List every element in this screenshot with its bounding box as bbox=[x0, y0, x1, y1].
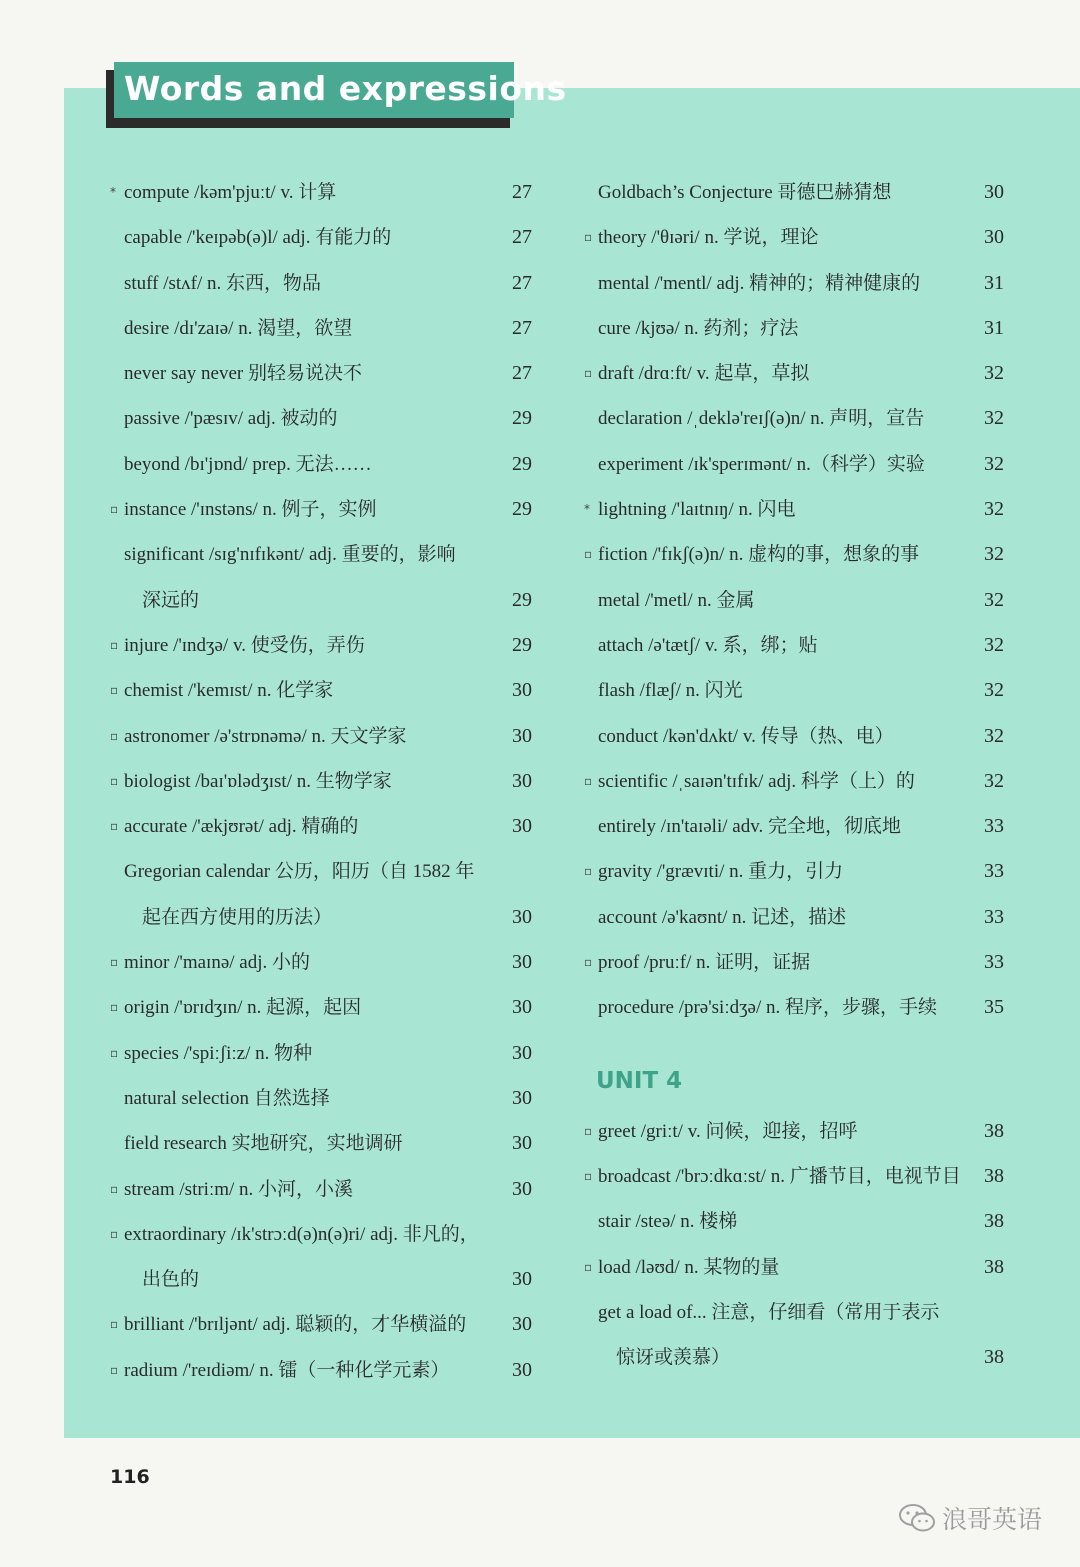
entry-mark: * bbox=[110, 185, 116, 199]
vocab-entry bbox=[108, 1121, 536, 1166]
vocab-entry bbox=[108, 351, 536, 396]
entry-text: significant /sɪg'nɪfɪkənt/ adj. 重要的，影响 bbox=[124, 544, 456, 566]
vocab-entry bbox=[108, 985, 536, 1030]
entry-text: passive /'pæsɪv/ adj. 被动的 bbox=[124, 408, 338, 430]
vocab-entry bbox=[582, 396, 1008, 441]
entry-page: 38 bbox=[984, 1210, 1004, 1233]
entry-mark: ▫ bbox=[584, 547, 593, 562]
right-column bbox=[582, 170, 1008, 1380]
entry-text: conduct /kən'dʌkt/ v. 传导（热、电） bbox=[598, 725, 894, 747]
entry-page: 29 bbox=[512, 498, 532, 521]
entry-page: 27 bbox=[512, 362, 532, 385]
entry-text: flash /flæʃ/ n. 闪光 bbox=[598, 680, 743, 702]
entry-text: species /'spiːʃiːz/ n. 物种 bbox=[124, 1042, 313, 1064]
entry-page: 30 bbox=[984, 181, 1004, 203]
entry-text: beyond /bɪ'jɒnd/ prep. 无法…… bbox=[124, 453, 372, 475]
vocab-entry bbox=[108, 1031, 536, 1076]
entry-text: instance /'ɪnstəns/ n. 例子，实例 bbox=[124, 499, 377, 521]
entry-text: metal /'metl/ n. 金属 bbox=[598, 589, 755, 611]
vocab-entry bbox=[582, 306, 1008, 351]
vocab-entry-continuation bbox=[582, 1335, 1008, 1380]
vocab-entry bbox=[582, 940, 1008, 985]
entry-text: experiment /ɪk'sperɪmənt/ n.（科学）实验 bbox=[598, 453, 925, 475]
entry-page: 38 bbox=[984, 1255, 1004, 1278]
entry-page: 29 bbox=[512, 633, 532, 656]
vocab-entry bbox=[108, 940, 536, 985]
vocab-entry bbox=[108, 1348, 536, 1393]
vocab-entry bbox=[582, 1154, 1008, 1199]
entry-mark: ▫ bbox=[110, 773, 119, 788]
entry-mark: ▫ bbox=[110, 1181, 119, 1196]
entry-mark: ▫ bbox=[110, 683, 119, 698]
entry-mark: ▫ bbox=[110, 728, 119, 743]
entry-text: theory /'θɪəri/ n. 学说，理论 bbox=[598, 227, 819, 249]
entry-page: 32 bbox=[984, 543, 1004, 566]
entry-mark: ▫ bbox=[110, 819, 119, 834]
vocab-entry bbox=[108, 170, 536, 215]
entry-page: 29 bbox=[512, 588, 532, 611]
entry-page: 32 bbox=[984, 362, 1004, 385]
entry-page: 30 bbox=[512, 1132, 532, 1155]
vocab-entry bbox=[582, 1199, 1008, 1244]
vocab-entry bbox=[108, 215, 536, 260]
vocab-entry-continuation bbox=[108, 1257, 536, 1302]
entry-page: 30 bbox=[512, 724, 532, 747]
entry-page: 29 bbox=[512, 407, 532, 430]
vocab-entry bbox=[582, 849, 1008, 894]
entry-mark: * bbox=[584, 502, 590, 517]
entry-text: brilliant /'brɪljənt/ adj. 聪颖的，才华横溢的 bbox=[124, 1314, 467, 1336]
entry-text: radium /'reɪdiəm/ n. 镭（一种化学元素） bbox=[124, 1359, 450, 1381]
entry-page: 30 bbox=[512, 1358, 532, 1381]
page-number: 116 bbox=[110, 1466, 150, 1488]
entry-mark: ▫ bbox=[584, 366, 593, 381]
vocab-entry bbox=[582, 668, 1008, 713]
entry-text: scientific /ˌsaɪən'tɪfɪk/ adj. 科学（上）的 bbox=[598, 770, 915, 792]
entry-page: 30 bbox=[984, 226, 1004, 249]
entry-text: stuff /stʌf/ n. 东西，物品 bbox=[124, 272, 322, 294]
vocab-entry bbox=[582, 1245, 1008, 1290]
entry-page: 27 bbox=[512, 271, 532, 294]
entry-page: 31 bbox=[984, 271, 1004, 294]
entry-text: procedure /prə'siːdʒə/ n. 程序，步骤，手续 bbox=[598, 997, 938, 1019]
entry-page: 30 bbox=[512, 769, 532, 792]
right-column-entries bbox=[582, 170, 1008, 1031]
entry-text: extraordinary /ɪk'strɔːd(ə)n(ə)ri/ adj. 非凡的， bbox=[124, 1223, 479, 1245]
entry-page: 33 bbox=[984, 951, 1004, 974]
entry-page: 30 bbox=[512, 1086, 532, 1109]
entry-page: 30 bbox=[512, 1177, 532, 1200]
entry-text: proof /pruːf/ n. 证明，证据 bbox=[598, 952, 811, 974]
entry-mark: ▫ bbox=[584, 955, 593, 970]
vocab-entry bbox=[108, 1302, 536, 1347]
entry-text: draft /drɑːft/ v. 起草，草拟 bbox=[598, 363, 810, 385]
entry-page: 32 bbox=[984, 452, 1004, 475]
entry-text: declaration /ˌdeklə'reɪʃ(ə)n/ n. 声明，宣告 bbox=[598, 408, 925, 430]
entry-text: desire /dɪ'zaɪə/ n. 渴望，欲望 bbox=[124, 317, 353, 339]
entry-text: broadcast /'brɔːdkɑːst/ n. 广播节目，电视节目 bbox=[598, 1165, 961, 1187]
entry-text: stream /striːm/ n. 小河，小溪 bbox=[124, 1178, 354, 1200]
entry-text: capable /'keɪpəb(ə)l/ adj. 有能力的 bbox=[124, 227, 392, 249]
section-title-box bbox=[106, 62, 567, 118]
entry-mark: ▫ bbox=[584, 773, 593, 788]
vocab-entry bbox=[582, 895, 1008, 940]
vocab-entry bbox=[582, 487, 1008, 532]
entry-page: 38 bbox=[984, 1164, 1004, 1187]
entry-page: 30 bbox=[512, 905, 532, 928]
vocab-entry bbox=[108, 306, 536, 351]
entry-page: 32 bbox=[984, 588, 1004, 611]
vocab-entry bbox=[108, 668, 536, 713]
entry-page: 32 bbox=[984, 679, 1004, 702]
entry-page: 27 bbox=[512, 226, 532, 249]
watermark-text: 浪哥英语 bbox=[942, 1505, 1043, 1534]
entry-text: 惊讶或羡慕） bbox=[616, 1347, 731, 1369]
entry-page: 32 bbox=[984, 633, 1004, 656]
entry-mark: ▫ bbox=[110, 637, 119, 652]
entry-mark: ▫ bbox=[110, 1317, 119, 1332]
entry-text: mental /'mentl/ adj. 精神的；精神健康的 bbox=[598, 272, 921, 294]
vocab-entry bbox=[108, 1167, 536, 1212]
vocab-entry bbox=[582, 578, 1008, 623]
entry-page: 38 bbox=[984, 1119, 1004, 1142]
entry-text: compute /kəm'pjuːt/ v. 计算 bbox=[124, 182, 337, 203]
entry-text: stair /steə/ n. 楼梯 bbox=[598, 1211, 738, 1233]
entry-text: 出色的 bbox=[142, 1269, 200, 1291]
entry-text: never say never 别轻易说决不 bbox=[124, 363, 362, 385]
entry-mark: ▫ bbox=[110, 502, 119, 517]
entry-text: Gregorian calendar 公历，阳历（自 1582 年 bbox=[124, 861, 475, 883]
vocab-entry bbox=[582, 985, 1008, 1030]
entry-page: 30 bbox=[512, 1313, 532, 1336]
unit-heading: UNIT 4 bbox=[596, 1067, 683, 1094]
entry-page: 27 bbox=[512, 316, 532, 339]
entry-mark: ▫ bbox=[584, 1123, 593, 1138]
left-column bbox=[108, 170, 536, 1393]
entry-page: 33 bbox=[984, 815, 1004, 838]
entry-text: injure /'ɪndʒə/ v. 使受伤，弄伤 bbox=[124, 634, 365, 656]
vocab-entry bbox=[582, 759, 1008, 804]
entry-page: 31 bbox=[984, 316, 1004, 339]
entry-page: 38 bbox=[984, 1346, 1004, 1369]
entry-text: load /ləʊd/ n. 某物的量 bbox=[598, 1256, 780, 1278]
vocab-entry bbox=[108, 623, 536, 668]
entry-text: get a load of... 注意，仔细看（常用于表示 bbox=[598, 1301, 940, 1323]
vocab-entry bbox=[582, 351, 1008, 396]
entry-page: 32 bbox=[984, 498, 1004, 521]
vocab-entry bbox=[582, 804, 1008, 849]
watermark bbox=[898, 1500, 1042, 1536]
entry-text: astronomer /ə'strɒnəmə/ n. 天文学家 bbox=[124, 725, 407, 747]
vocab-entry bbox=[108, 1076, 536, 1121]
entry-text: lightning /'laɪtnɪŋ/ n. 闪电 bbox=[598, 499, 796, 521]
entry-mark: ▫ bbox=[110, 1362, 119, 1377]
entry-page: 33 bbox=[984, 860, 1004, 883]
entry-page: 30 bbox=[512, 679, 532, 702]
entry-text: account /ə'kaʊnt/ n. 记述，描述 bbox=[598, 906, 847, 928]
entry-text: entirely /ɪn'taɪəli/ adv. 完全地，彻底地 bbox=[598, 816, 901, 838]
unit4-entries bbox=[582, 1109, 1008, 1381]
entry-text: minor /'maɪnə/ adj. 小的 bbox=[124, 952, 311, 974]
vocab-entry bbox=[582, 623, 1008, 668]
entry-page: 30 bbox=[512, 951, 532, 974]
vocab-entry bbox=[108, 1212, 536, 1257]
vocab-entry bbox=[108, 532, 536, 577]
entry-text: accurate /'ækjʊrət/ adj. 精确的 bbox=[124, 816, 359, 838]
entry-text: attach /ə'tætʃ/ v. 系，绑；贴 bbox=[598, 634, 818, 656]
vocab-entry bbox=[108, 714, 536, 759]
vocab-entry bbox=[582, 442, 1008, 487]
entry-text: biologist /baɪ'ɒlədʒɪst/ n. 生物学家 bbox=[124, 770, 392, 792]
entry-text: 起在西方使用的历法） bbox=[142, 906, 333, 928]
entry-page: 33 bbox=[984, 905, 1004, 928]
vocab-entry bbox=[582, 1109, 1008, 1154]
vocab-entry bbox=[582, 714, 1008, 759]
entry-page: 35 bbox=[984, 996, 1004, 1019]
vocab-entry bbox=[582, 215, 1008, 260]
vocab-entry bbox=[108, 442, 536, 487]
entry-page: 30 bbox=[512, 996, 532, 1019]
entry-text: chemist /'kemɪst/ n. 化学家 bbox=[124, 680, 334, 702]
entry-text: greet /griːt/ v. 问候，迎接，招呼 bbox=[598, 1120, 858, 1142]
entry-text: origin /'ɒrɪdʒɪn/ n. 起源，起因 bbox=[124, 997, 362, 1019]
vocab-entry bbox=[582, 532, 1008, 577]
wechat-icon bbox=[898, 1503, 936, 1533]
entry-text: fiction /'fɪkʃ(ə)n/ n. 虚构的事，想象的事 bbox=[598, 544, 920, 566]
entry-page: 32 bbox=[984, 407, 1004, 430]
vocab-entry-continuation bbox=[108, 578, 536, 623]
vocab-entry bbox=[582, 261, 1008, 306]
entry-page: 32 bbox=[984, 769, 1004, 792]
unit-gap bbox=[582, 1031, 1008, 1053]
entry-mark: ▫ bbox=[110, 1045, 119, 1060]
entry-text: natural selection 自然选择 bbox=[124, 1087, 330, 1109]
entry-text: Goldbach’s Conjecture 哥德巴赫猜想 bbox=[598, 182, 892, 203]
entry-text: cure /kjʊə/ n. 药剂；疗法 bbox=[598, 317, 799, 339]
entry-mark: ▫ bbox=[110, 1226, 119, 1241]
entry-text: field research 实地研究，实地调研 bbox=[124, 1133, 403, 1155]
entry-page: 30 bbox=[512, 1268, 532, 1291]
entry-page: 30 bbox=[512, 1041, 532, 1064]
vocab-entry bbox=[108, 759, 536, 804]
vocab-entry bbox=[108, 487, 536, 532]
vocab-entry bbox=[582, 170, 1008, 215]
entry-mark: ▫ bbox=[110, 955, 119, 970]
vocab-entry bbox=[108, 849, 536, 894]
vocab-entry bbox=[108, 396, 536, 441]
entry-mark: ▫ bbox=[584, 230, 593, 245]
entry-page: 27 bbox=[512, 181, 532, 203]
vocab-entry bbox=[582, 1290, 1008, 1335]
entry-page: 30 bbox=[512, 815, 532, 838]
vocab-entry bbox=[108, 261, 536, 306]
entry-page: 32 bbox=[984, 724, 1004, 747]
vocab-entry-continuation bbox=[108, 895, 536, 940]
entry-mark: ▫ bbox=[584, 864, 593, 879]
entry-page: 29 bbox=[512, 452, 532, 475]
section-title: Words and expressions bbox=[114, 62, 514, 118]
entry-mark: ▫ bbox=[110, 1000, 119, 1015]
entry-mark: ▫ bbox=[584, 1259, 593, 1274]
entry-mark: ▫ bbox=[584, 1168, 593, 1183]
entry-text: gravity /'grævɪti/ n. 重力，引力 bbox=[598, 861, 844, 883]
vocab-entry bbox=[108, 804, 536, 849]
entry-text: 深远的 bbox=[142, 589, 200, 611]
